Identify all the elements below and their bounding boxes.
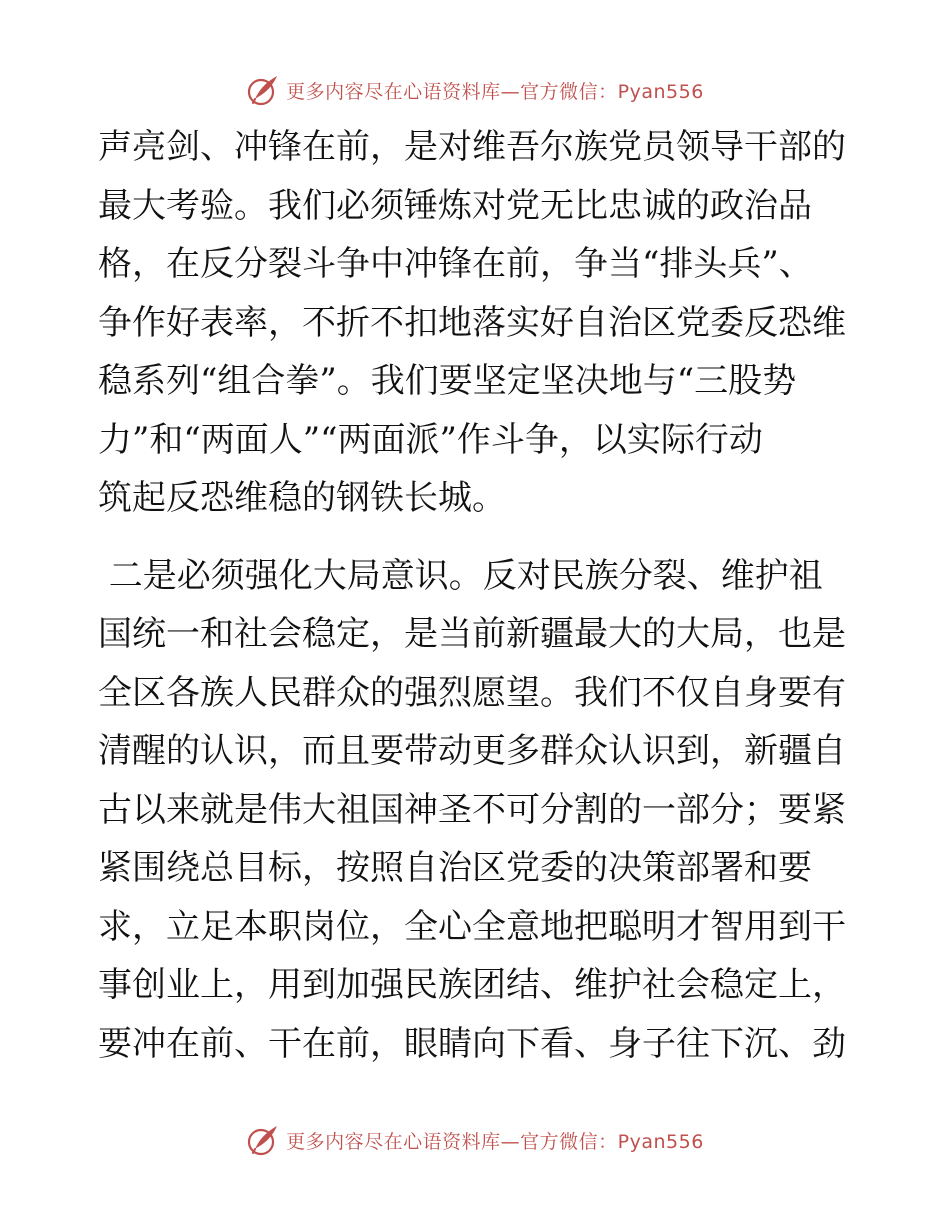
text-line: 格，在反分裂斗争中冲锋在前，争当“排头兵”、 [98, 244, 813, 284]
text-line: 声亮剑、冲锋在前，是对维吾尔族党员领导干部的 [98, 127, 846, 167]
text-line: 争作好表率，不折不扣地落实好自治区党委反恐维 [98, 302, 846, 343]
text-line: 求，立足本职岗位，全心全意地把聪明才智用到干 [98, 906, 846, 947]
footer-banner [0, 1120, 950, 1160]
quill-logo-icon [246, 1123, 280, 1157]
document-body [98, 118, 858, 1132]
text-line: 国统一和社会稳定，是当前新疆最大的大局，也是 [98, 614, 846, 654]
text-line: 事创业上，用到加强民族团结、维护社会稳定上， [98, 965, 846, 1005]
text-line: 全区各族人民群众的强烈愿望。我们不仅自身要有 [98, 672, 846, 713]
text-line: 筑起反恐维稳的钢铁长城。 [98, 478, 506, 518]
text-line: 紧围绕总目标，按照自治区党委的决策部署和要 [98, 848, 812, 888]
text-line: 最大考验。我们必须锤炼对党无比忠诚的政治品 [98, 185, 812, 226]
text-line: 稳系列“组合拳”。我们要坚定坚决地与“三股势 [98, 361, 797, 401]
text-line: 要冲在前、干在前，眼睛向下看、身子往下沉、劲 [98, 1023, 846, 1064]
header-banner-text: 更多内容尽在心语资料库—官方微信：Pyan556 [286, 80, 704, 103]
paragraph-2 [98, 547, 858, 1132]
text-line: 二是必须强化大局意识。反对民族分裂、维护祖 [98, 555, 823, 596]
header-banner [0, 70, 950, 110]
text-line: 力”和“两面人”“两面派”作斗争，以实际行动 [98, 419, 763, 460]
quill-logo-icon [246, 73, 280, 107]
footer-banner-text: 更多内容尽在心语资料库—官方微信：Pyan556 [286, 1130, 704, 1153]
paragraph-1 [98, 118, 858, 528]
text-line: 古以来就是伟大祖国神圣不可分割的一部分；要紧 [98, 789, 846, 830]
text-line: 清醒的认识，而且要带动更多群众认识到，新疆自 [98, 731, 846, 771]
